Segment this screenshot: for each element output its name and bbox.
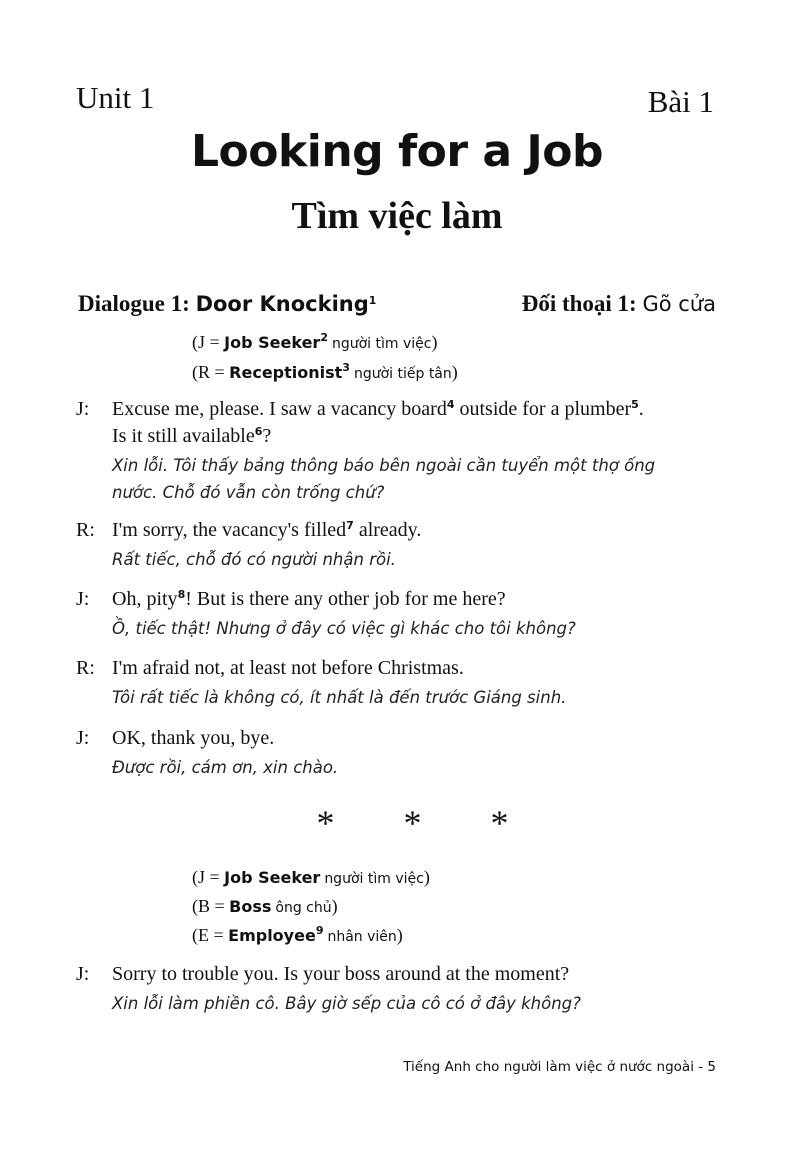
role-employee: (E = Employee$^9$ nhân viên) [192,924,403,945]
speaker-label: R: [76,519,95,541]
translation-line-continued: nước. Chỗ đó vẫn còn trống chứ? [112,483,385,502]
translation-line: Ồ, tiếc thật! Nhưng ở đây có việc gì khác cho tôi không? [112,619,576,638]
bai-label: Bài 1 [647,84,714,119]
dialogue-label: Dialogue 1: [78,291,190,316]
dialogue-line: I'm afraid not, at least not before Christmas. [112,657,464,679]
translation-line: Tôi rất tiếc là không có, ít nhất là đến trước Giáng sinh. [112,688,567,707]
translation-line: Rất tiếc, chỗ đó có người nhận rồi. [112,550,396,569]
unit-label: Unit 1 [76,80,155,115]
page-title-vietnamese: Tìm việc làm [291,195,503,237]
section-separator: * * * [316,803,539,843]
dialogue-line: Excuse me, please. I saw a vacancy board$^4$ outside for a plumber$^5$. [112,398,644,420]
dialogue-line: OK, thank you, bye. [112,727,275,749]
speaker-label: J: [76,727,90,749]
dialogue-heading [78,291,376,317]
dialogue-name: Door Knocking [195,292,369,316]
dialogue-line: Oh, pity$^8$! But is there any other job for me here? [112,588,506,610]
role-job-seeker: (J = Job Seeker$^2$ người tìm việc) [192,331,438,352]
dialogue-line: I'm sorry, the vacancy's filled$^7$ already. [112,519,422,541]
dialogue-line: Sorry to trouble you. Is your boss around at the moment? [112,963,570,985]
role-job-seeker: (J = Job Seeker người tìm việc) [192,867,430,887]
speaker-label: J: [76,588,90,610]
footnote-ref: 1 [368,294,377,307]
role-receptionist: (R = Receptionist$^3$ người tiếp tân) [192,361,458,382]
translation-line: Xin lỗi. Tôi thấy bảng thông báo bên ngoài cần tuyển một thợ ống [112,456,656,475]
speaker-label: J: [76,398,90,420]
dialogue-heading-vietnamese [522,291,716,317]
page-title: Looking for a Job [191,126,603,177]
translation-line: Xin lỗi làm phiền cô. Bây giờ sếp của cô có ở đây không? [112,994,581,1013]
dialogue-line-continued: Is it still available$^6$? [112,425,272,447]
page-footer: Tiếng Anh cho người làm việc ở nước ngoài - 5 [403,1059,716,1075]
speaker-label: J: [76,963,90,985]
translation-line: Được rồi, cám ơn, xin chào. [112,758,339,777]
dialogue-name-vietnamese: Gõ cửa [642,292,716,316]
dialogue-label-vietnamese: Đối thoại 1: [521,291,637,316]
speaker-label: R: [76,657,95,679]
role-boss: (B = Boss ông chủ) [192,896,338,916]
